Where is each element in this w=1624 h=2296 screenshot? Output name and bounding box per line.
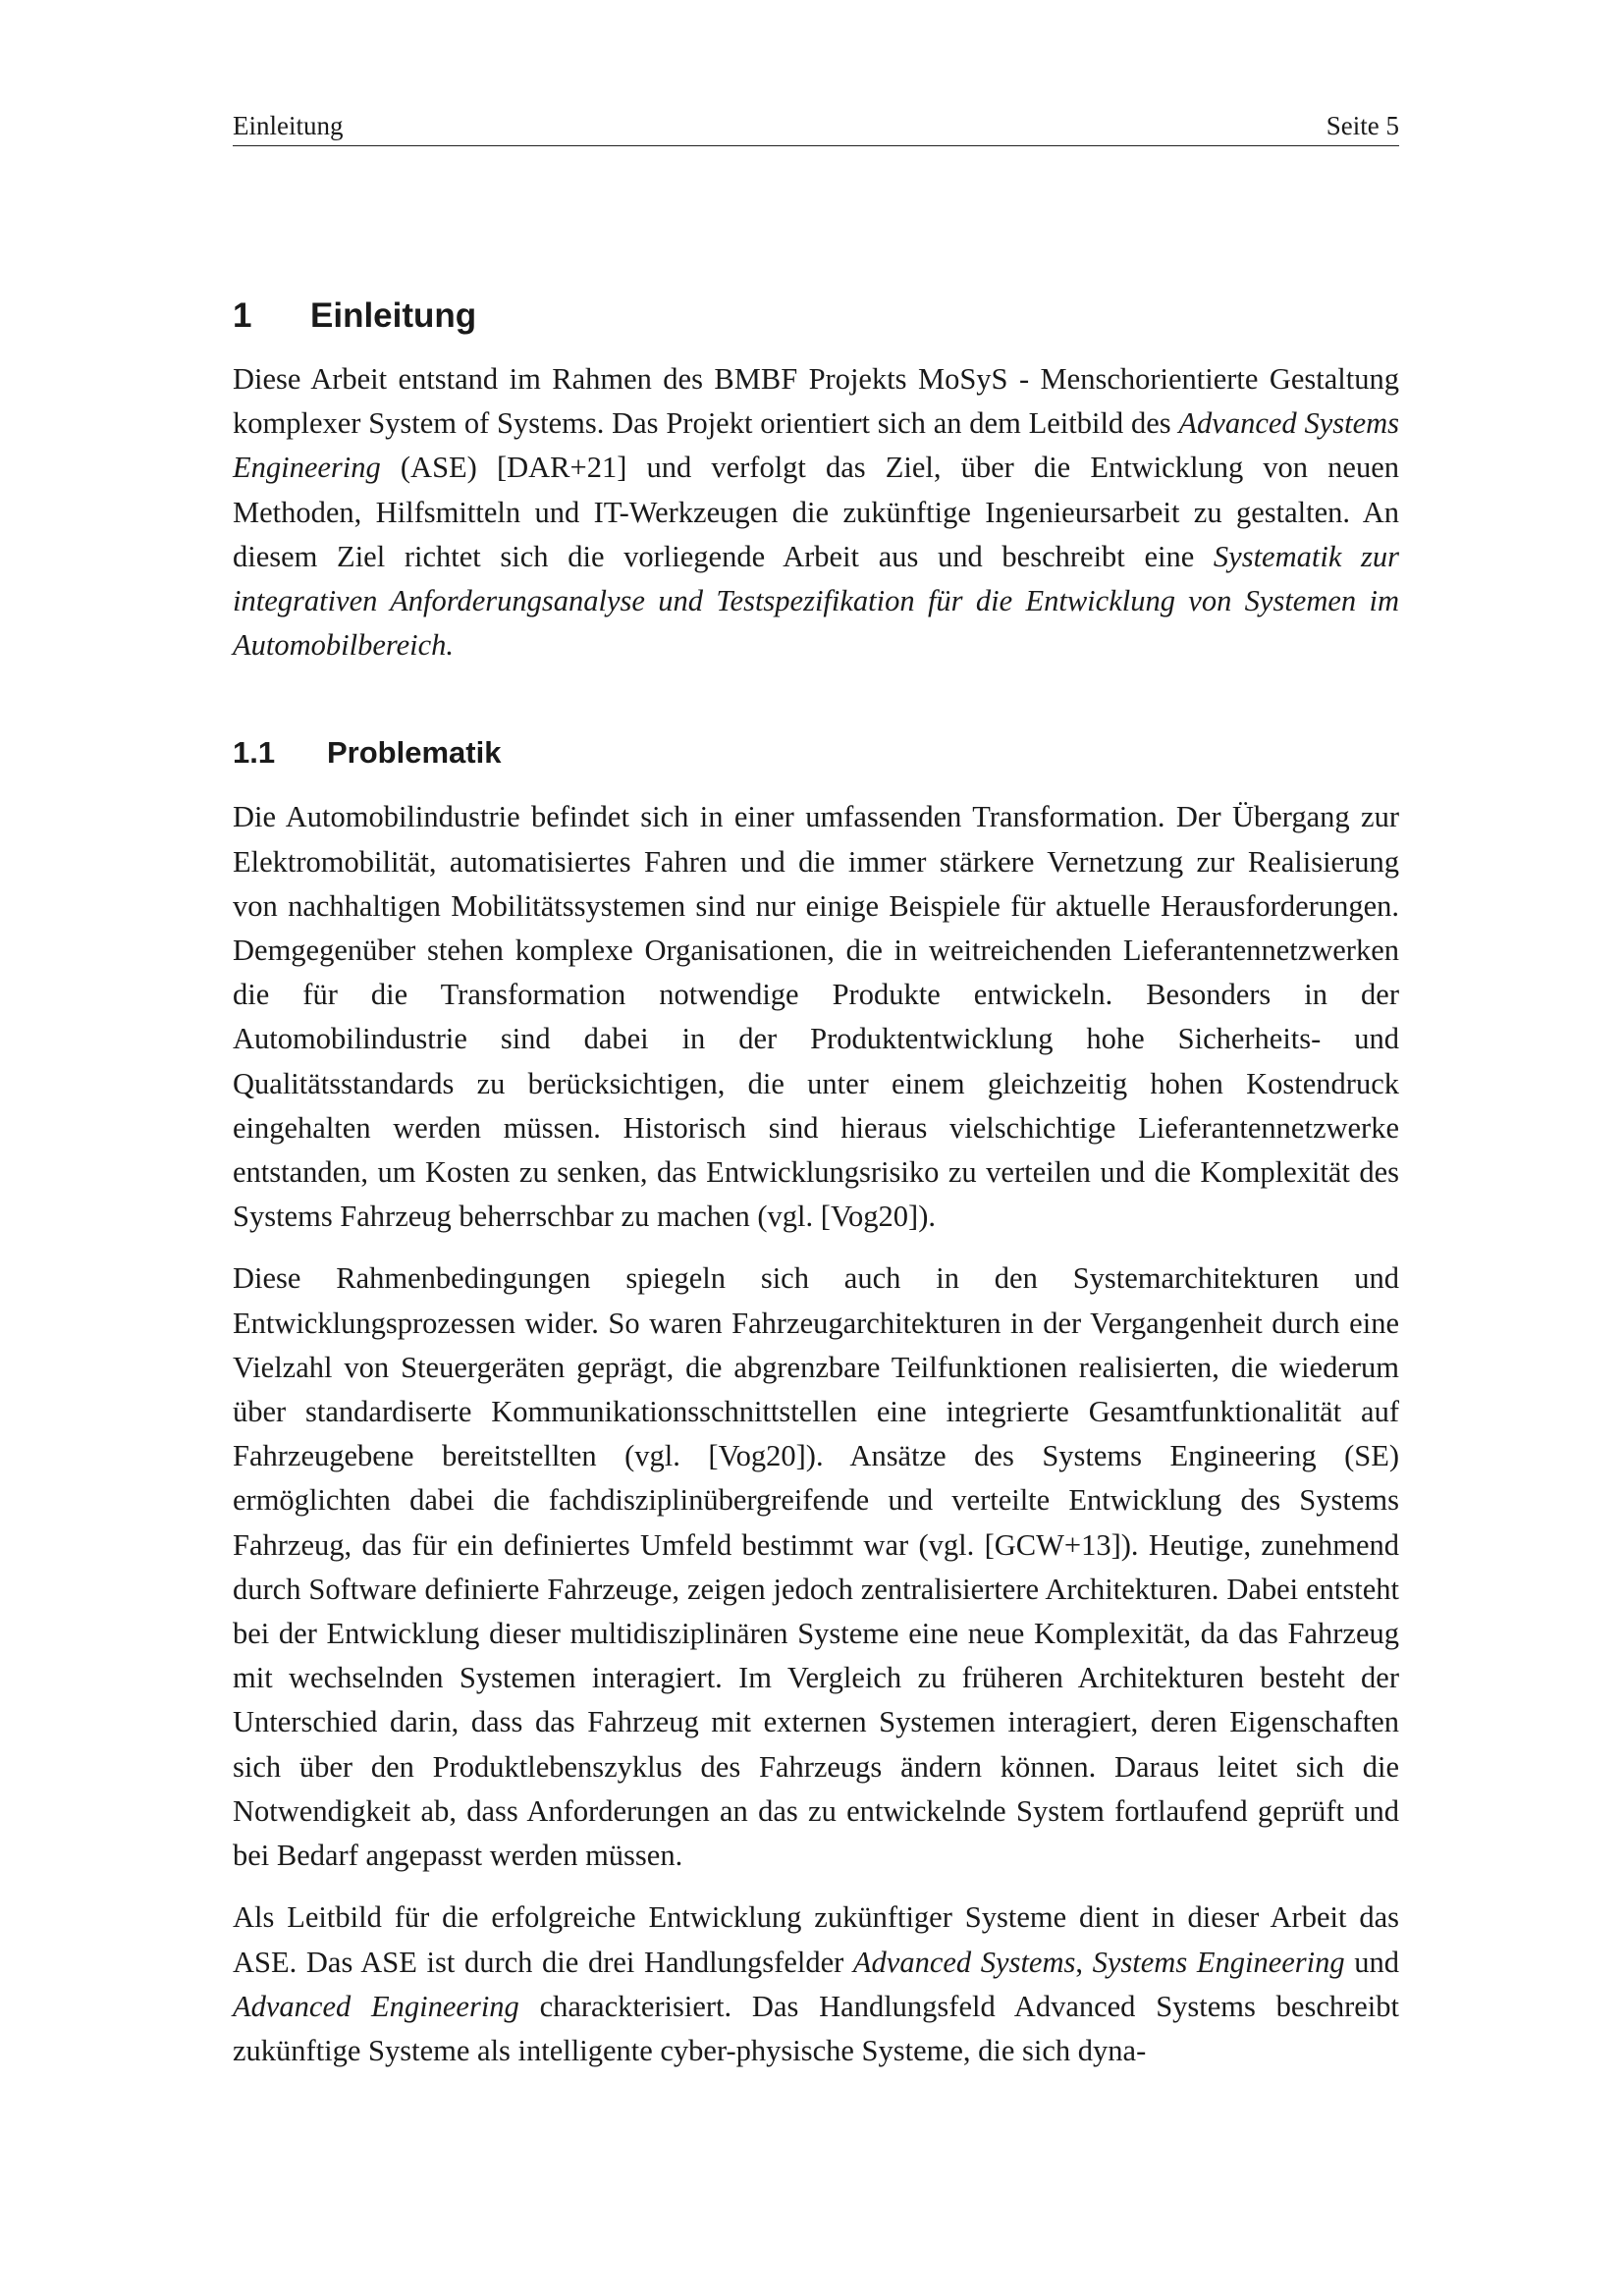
p3-text-2: ,: [1075, 1945, 1093, 1979]
page-content: [233, 287, 1399, 2073]
p3-emphasis-3: Advanced Engineering: [233, 1989, 519, 2023]
intro-text-1: Diese Arbeit entstand im Rahmen des BMBF Projekts MoSyS - Menschorientierte Gestaltung komplexer System of Systems. Das Projekt orientiert sich an dem Leitbild des: [233, 362, 1399, 441]
section-paragraph-3: [233, 1896, 1399, 2073]
intro-paragraph: [233, 357, 1399, 667]
p3-text-4: charackterisiert. Das Handlungsfeld Advanced Systems beschreibt zukünftige Systeme als intelligente cyber-physische Systeme, die sich dyna-: [233, 1989, 1400, 2067]
chapter-heading: [233, 287, 1399, 346]
intro-emphasis-1: Advanced Systems Engineering: [233, 406, 1400, 485]
header-chapter-title: Einleitung: [233, 111, 344, 140]
p3-text-1: Als Leitbild für die erfolgreiche Entwicklung zukünftiger Systeme dient in dieser Arbeit das ASE. Das ASE ist durch die drei Handlungsfelder: [233, 1900, 1399, 1979]
section-paragraph-1: Die Automobilindustrie befindet sich in einer umfassenden Transformation. Der Übergang zur Elektromobilität, automatisiertes Fahren und die immer stärkere Vernetzung zur Realisierung von nachhaltigen Mobilitätssystemen sind nur einige Beispiele für aktuelle Herausforderungen. Demgegenüber stehen komplexe Organisationen, die in weitreichenden Lieferantennetzwerken die für die Transformation notwendige Produkte entwickeln. Besonders in der Automobilindustrie sind dabei in der Produktentwicklung hohe Sicherheits- und Qualitätsstandards zu berücksichtigen, die unter einem gleichzeitig hohen Kostendruck eingehalten werden müssen. Historisch sind hieraus vielschichtige Lieferantennetzwerke entstanden, um Kosten zu senken, das Entwicklungsrisiko zu verteilen und die Komplexität des Systems Fahrzeug beherrschbar zu machen (vgl. [Vog20]).: [233, 800, 1399, 1234]
section-number: 1.1: [233, 735, 276, 771]
p3-emphasis-2: Systems Engineering: [1092, 1945, 1345, 1979]
section-title: Problematik: [327, 735, 502, 771]
p3-emphasis-1: Advanced Systems: [852, 1945, 1076, 1979]
running-header: [233, 106, 1399, 146]
intro-emphasis-2: Systematik zur integrativen Anforderungsanalyse und Testspezifikation für die Entwicklung von Systemen im Automobilbereich.: [233, 539, 1400, 663]
intro-text-2: (ASE) [DAR+21] und verfolgt das Ziel, über die Entwicklung von neuen Methoden, Hilfsmitteln und IT-Werkzeugen die zukünftige Ingenieursarbeit zu gestalten. An diesem Ziel richtet sich die vorliegende Arbeit aus und beschreibt eine: [233, 451, 1399, 573]
chapter-number: 1: [233, 296, 252, 335]
header-page-number: Seite 5: [1326, 111, 1399, 140]
section-paragraph-2: Diese Rahmenbedingungen spiegeln sich auch in den Systemarchitekturen und Entwicklungsprozessen wider. So waren Fahrzeugarchitekturen in der Vergangenheit durch eine Vielzahl von Steuergeräten geprägt, die abgrenzbare Teilfunktionen realisierten, die wiederum über standardiserte Kommunikationsschnittstellen eine integrierte Gesamtfunktionalität auf Fahrzeugebene bereitstellten (vgl. [Vog20]). Ansätze des Systems Engineering (SE) ermöglichten dabei die fachdisziplinübergreifende und verteilte Entwicklung des Systems Fahrzeug, das für ein definiertes Umfeld bestimmt war (vgl. [GCW+13]). Heutige, zunehmend durch Software definierte Fahrzeuge, zeigen jedoch zentralisiertere Architekturen. Dabei entsteht bei der Entwicklung dieser multidisziplinären Systeme eine neue Komplexität, da das Fahrzeug mit wechselnden Systemen interagiert. Im Vergleich zu früheren Architekturen besteht der Unterschied darin, dass das Fahrzeug mit externen Systemen interagiert, deren Eigenschaften sich über den Produktlebenszyklus des Fahrzeugs ändern können. Daraus leitet sich die Notwendigkeit ab, dass Anforderungen an das zu entwickelnde System fortlaufend geprüft und bei Bedarf angepasst werden müssen.: [233, 1261, 1399, 1873]
chapter-title: Einleitung: [310, 296, 477, 335]
p3-text-3: und: [1344, 1945, 1400, 1979]
section-heading: [233, 728, 1399, 777]
